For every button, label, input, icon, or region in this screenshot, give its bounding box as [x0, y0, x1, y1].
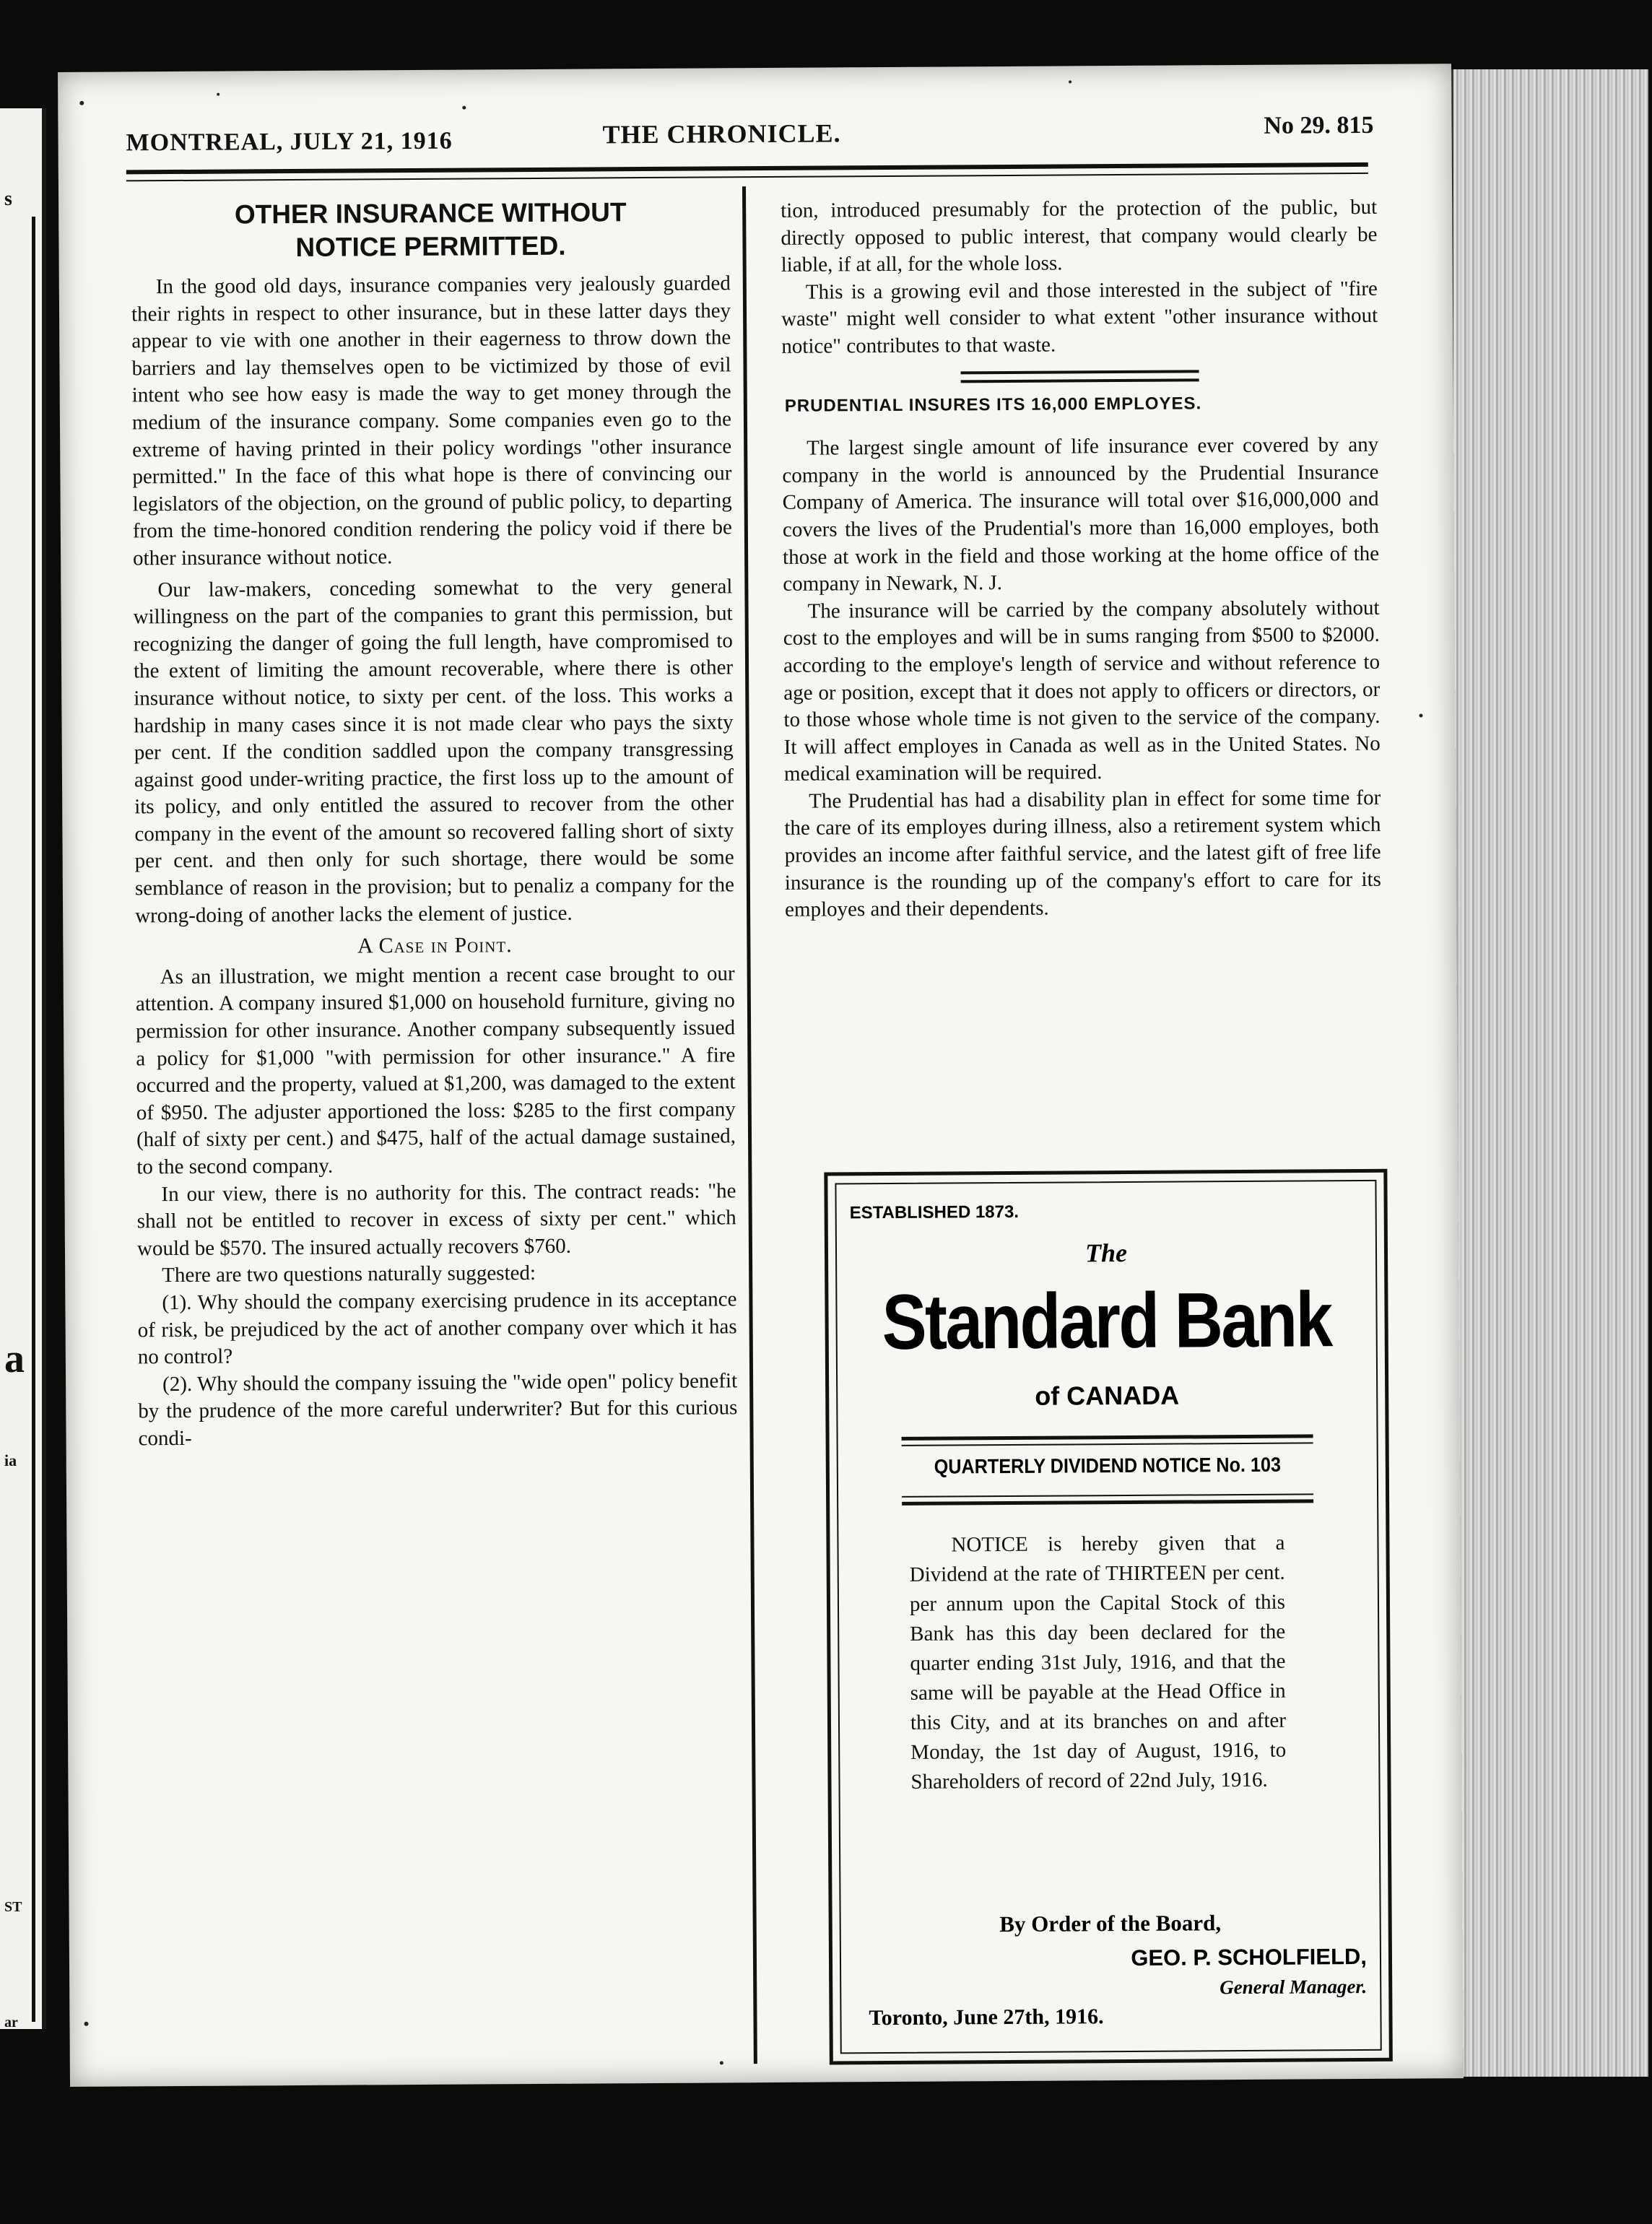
print-speck — [84, 2022, 88, 2026]
page-header — [126, 111, 1374, 165]
article-continuation: tion, introduced presumably for the protection of the public, but directly opposed to public interest, that company would clearly be liable, if at all, for the whole loss. — [781, 195, 1378, 277]
print-speck — [1069, 80, 1071, 83]
notice-text: NOTICE is hereby given that a Dividend at the rate of THIRTEEN per cent. per annum upon the Capital Stock of this Bank has this day been declared for the quarter ending 31st July, 1916, and that the same will be payable at the Head Office in this City, and at its branches on and after Monday, the 1st day of August, 1916, to Shareholders of record of 22nd July, 1916. — [909, 1531, 1287, 1794]
print-speck — [462, 106, 466, 110]
section-subhead: A Case in Point. — [357, 933, 513, 958]
issue-page-number: No 29. 815 — [1264, 111, 1374, 139]
right-column — [781, 194, 1381, 924]
bank-name: Standard Bank — [882, 1275, 1331, 1366]
column-divider — [742, 186, 757, 2064]
book-fore-edge — [1451, 69, 1648, 2077]
adjacent-page-sliver — [0, 108, 46, 2029]
sliver-text: ar — [4, 2015, 18, 2030]
dividend-notice-title: QUARTERLY DIVIDEND NOTICE No. 103 — [934, 1453, 1282, 1478]
headline-line: OTHER INSURANCE WITHOUT — [234, 197, 627, 230]
article-question: (2). Why should the company issuing the "wide open" policy benefit by the prudence of the more careful underwriter? But for this curious condi- — [138, 1369, 738, 1451]
print-speck — [217, 93, 219, 96]
bank-country: of CANADA — [1035, 1380, 1180, 1411]
header-rule — [126, 162, 1368, 182]
newspaper-page — [58, 64, 1464, 2087]
left-column — [131, 195, 738, 1453]
article-separator — [961, 370, 1199, 383]
bank-advertisement — [824, 1169, 1393, 2065]
sliver-text: s — [4, 188, 12, 210]
ad-established: ESTABLISHED 1873. — [849, 1202, 1020, 1223]
place-date: Toronto, June 27th, 1916. — [869, 2004, 1104, 2030]
sliver-text: ia — [4, 1451, 17, 1469]
sliver-text: ST — [4, 1899, 22, 1915]
print-speck — [1419, 713, 1422, 717]
signatory-name: GEO. P. SCHOLFIELD, — [1131, 1943, 1368, 1971]
adjacent-page-border — [0, 217, 35, 2022]
sliver-text: a — [4, 1337, 25, 1381]
headline-line: NOTICE PERMITTED. — [295, 230, 566, 262]
article-headline: PRUDENTIAL INSURES ITS 16,000 EMPLOYES. — [784, 393, 1202, 416]
header-dateline: MONTREAL, JULY 21, 1916 — [126, 127, 453, 157]
article-paragraph: The largest single amount of life insurance ever covered by any company in the world is announced by the Prudential Insurance Company of America. The insurance will total over $16,000,000 and covers the lives of the Prudential's more than 16,000 employes, both those at work in the field and those working at the home office of the company in Newark, N. J. — [782, 433, 1380, 596]
article-paragraph: The insurance will be carried by the company absolutely without cost to the employes and will be in sums ranging from $500 to $2000. according to the employe's length of service and without reference to age or position, except that it does not apply to officers or directors, or to those whose whole time is not given to the service of the company. It will affect employes in Canada as well as in the United States. No medical examination will be required. — [783, 596, 1381, 786]
print-speck — [79, 101, 84, 105]
dividend-notice-body — [909, 1529, 1286, 1797]
article-paragraph: In our view, there is no authority for this. The contract reads: "he shall not be entitled to recover in excess of sixty per cent." which would be $570. The insured actually recovers $760. — [136, 1178, 736, 1261]
article-paragraph: As an illustration, we might mention a recent case brought to our attention. A company insured $1,000 on household furniture, giving no permission for other insurance. Another company subsequently issued a policy for $1,000 "with permission for other insurance." A fire occurred and the property, valued at $1,200, was damaged to the extent of $950. The adjuster apportioned the loss: $285 to the first company (half of sixty per cent.) and $475, half of the actual damage sustained, to the second company. — [135, 962, 736, 1179]
article-paragraph: Our law-makers, conceding somewhat to the very general willingness on the part of the companies to grant this permission, but recognizing the danger of going the full length, have compromised to the extent of limiting the amount recoverable, where there is other insurance without notice, to sixty per cent. of the loss. This works a hardship in many cases since it is not made clear who pays the sixty per cent. If the condition saddled upon the company transgressing against good under-writing practice, the first loss up to the amount of its policy, and only entitled the assured to recover from the other company in the event of the amount so recovered falling short of sixty per cent. and then only for such shortage, there would be some semblance of reason in the provision; but to penaliz a company for the wrong-doing of another lacks the element of justice. — [133, 574, 734, 928]
article-paragraph: The Prudential has had a disability plan in effect for some time for the care of its employes during illness, also a retirement system which provides an income after faithful service, and the latest gift of free life insurance is the rounding up of the company's effort to care for its employes and their dependents. — [784, 786, 1381, 922]
article-paragraph: In the good old days, insurance companies very jealously guarded their rights in respect to other insurance, but in these latter days they appear to vie with one another in their eagerness to throw down the barriers and lay themselves open to be victimized by those of evil intent who see how easy is made the way to get money through the medium of the insurance company. Some companies even go to the extreme of having printed in their policy wordings "other insurance permitted." In the face of this what hope is there of convincing our legislators of the objection, on the ground of public policy, to departing from the time-honored condition rendering the policy void if there be other insurance without notice. — [131, 272, 732, 570]
article-question: (1). Why should the company exercising prudence in its acceptance of risk, be prejudiced by the act of another company over which it has no control? — [137, 1287, 737, 1369]
signatory-role: General Manager. — [1220, 1975, 1368, 1999]
print-speck — [720, 2061, 723, 2064]
article-paragraph: This is a growing evil and those interested in the subject of "fire waste" might well consider to what extent "other insurance without notice" contributes to that waste. — [781, 277, 1378, 358]
article-headline — [131, 195, 731, 265]
by-order-line: By Order of the Board, — [999, 1910, 1222, 1937]
ad-the: The — [1084, 1238, 1128, 1268]
article-paragraph: There are two questions naturally suggested: — [162, 1261, 536, 1287]
publication-title: THE CHRONICLE. — [602, 118, 841, 149]
